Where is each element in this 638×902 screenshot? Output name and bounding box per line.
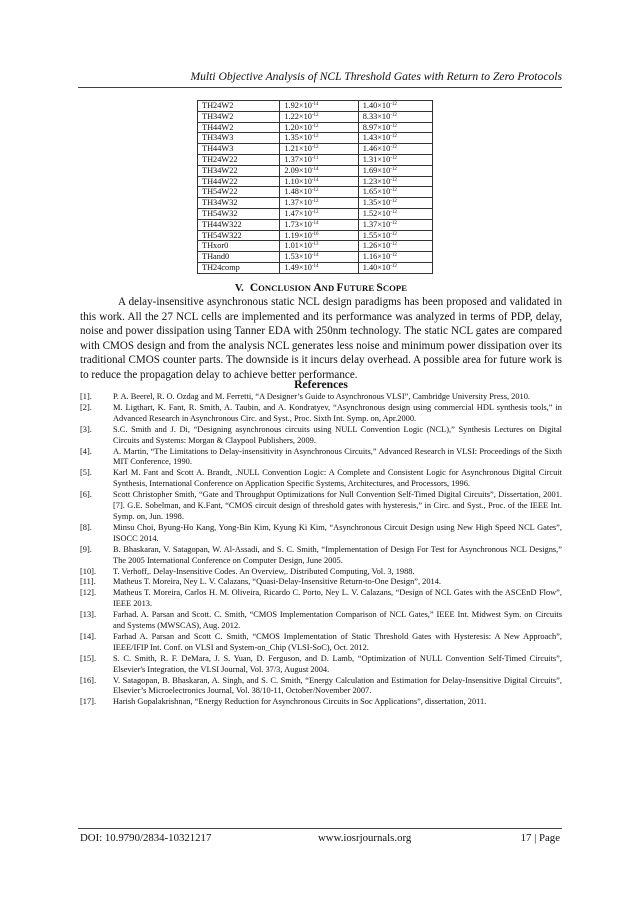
results-table-body <box>198 101 433 274</box>
reference-number: [8]. <box>80 522 92 532</box>
value-mantissa: 1.01×10 <box>284 241 312 251</box>
value-exponent: -13 <box>311 242 319 248</box>
gate-name-cell: TH44W2 <box>198 122 280 133</box>
value-cell-1 <box>280 133 358 144</box>
value-mantissa: 1.16×10 <box>362 252 391 262</box>
value-exponent: -12 <box>390 112 397 118</box>
value-cell-2 <box>358 176 432 187</box>
reference-number: [17]. <box>80 697 97 707</box>
value-cell-1 <box>280 165 358 176</box>
reference-text: V. Satagopan, B. Bhaskaran, A. Singh, and S. C. Smith, “Energy Calculation and Estimation for Delay-Insensitive Digital Circuits”, Elsevier’s Microelectronics Journal, Vol. 38/10-11, October/November 2007. <box>113 675 562 696</box>
value-mantissa: 1.31×10 <box>362 154 391 164</box>
value-mantissa: 1.40×10 <box>362 101 391 110</box>
value-cell-2 <box>358 241 432 252</box>
reference-number: [16]. <box>80 675 97 685</box>
value-exponent: -12 <box>390 134 397 140</box>
value-cell-1 <box>280 241 358 252</box>
value-mantissa: 1.37×10 <box>284 154 312 164</box>
value-exponent: -14 <box>311 177 319 183</box>
reference-item <box>80 523 562 545</box>
value-cell-2 <box>358 219 432 230</box>
gate-name-cell: TH44W22 <box>198 176 280 187</box>
value-mantissa: 1.48×10 <box>284 187 312 197</box>
value-exponent: -12 <box>390 209 397 215</box>
references-list <box>80 392 562 708</box>
reference-number: [14]. <box>80 631 97 641</box>
reference-number: [15]. <box>80 653 97 663</box>
value-mantissa: 1.21×10 <box>284 144 312 154</box>
value-cell-1 <box>280 262 358 273</box>
value-cell-1 <box>280 252 358 263</box>
reference-text: Farhad A. Parsan and Scott C. Smith, “CMOS Implementation of Static Threshold Gates with Hysteresis: A New Approach”, IEEE/IFIP Int. Conf. on VLSI and System-on_Chip (VLSI-SoC), Oct. 2012. <box>113 631 562 652</box>
gate-name-cell: TH54W32 <box>198 208 280 219</box>
table-row <box>198 187 433 198</box>
section-title-part: ND <box>321 283 337 293</box>
section-heading <box>80 282 562 294</box>
gate-name-cell: TH34W22 <box>198 165 280 176</box>
value-exponent: -12 <box>390 253 397 259</box>
value-mantissa: 1.20×10 <box>284 122 312 132</box>
reference-item <box>80 676 562 698</box>
reference-item <box>80 545 562 567</box>
reference-number: [3]. <box>80 424 92 434</box>
gate-name-cell: THxor0 <box>198 241 280 252</box>
value-cell-2 <box>358 252 432 263</box>
section-title-part: S <box>376 282 383 294</box>
value-cell-2 <box>358 111 432 122</box>
value-mantissa: 1.22×10 <box>284 111 312 121</box>
reference-item <box>80 610 562 632</box>
table-row <box>198 101 433 112</box>
value-exponent: -12 <box>390 263 397 269</box>
reference-item <box>80 425 562 447</box>
reference-text: Matheus T. Moreira, Carlos H. M. Oliveira, Ricardo C. Porto, Ney L. V. Calazans, “Design of NCL Gates with the ASCEnD Flow”, IEEE 2013. <box>113 588 562 609</box>
value-mantissa: 8.33×10 <box>362 111 391 121</box>
section-title-part: F <box>336 282 344 294</box>
gate-name-cell: TH34W3 <box>198 133 280 144</box>
conclusion-paragraph: A delay-insensitive asynchronous static NCL design paradigms has been proposed and validated in this work. All the 27 NCL cells are implemented and its performance was analyzed in terms of PDP, delay, noise and power dissipation using Tanner EDA with 250nm technology. The static NCL gates are compared with CMOS design and from the analysis NCL generates less noise and minimum power dissipation over its traditional CMOS counter parts. The downside is it incurs delay overhead. A possible area for future work is to reduce the propagation delay to achieve better performance. <box>80 296 562 381</box>
reference-text: Farhad. A. Parsan and Scott. C. Smith, “CMOS Implementation Comparison of NCL Gates,” IEEE Int. Midwest Sym. on Circuits and Systems (MWSCAS), Aug. 2012. <box>113 610 562 631</box>
value-exponent: -11 <box>311 155 319 161</box>
reference-text: Minsu Choi, Byung-Ho Kang, Yong-Bin Kim, Kyung Ki Kim, “Asynchronous Circuit Design using New High Speed NCL Gates”, ISOCC 2014. <box>113 522 562 543</box>
reference-number: [11]. <box>80 577 96 587</box>
reference-text: T. Verhoff,. Delay-Insensitive Codes. An Overview,. Distributed Computing, Vol. 3, 1988. <box>113 566 415 576</box>
reference-text: Scott Christopher Smith, “Gate and Throughput Optimizations for Null Convention Self-Timed Digital Circuits”, Dissertation, 2001. [7]. G.E. Sobelman, and K.Fant, “CMOS circuit design of threshold gates with hysteresis,” in Circ. and Syst., Proc. of the IEEE Int. Symp. on, Jun. 1998. <box>113 490 562 521</box>
header-divider <box>78 87 562 88</box>
table-row <box>198 122 433 133</box>
value-cell-2 <box>358 101 432 112</box>
gate-name-cell: TH54W322 <box>198 230 280 241</box>
table-row <box>198 241 433 252</box>
value-mantissa: 1.92×10 <box>284 101 312 110</box>
value-cell-2 <box>358 133 432 144</box>
value-exponent: -12 <box>390 177 397 183</box>
gate-name-cell: TH44W322 <box>198 219 280 230</box>
reference-text: S. C. Smith, R. F. DeMara, J. S. Yuan, D. Ferguson, and D. Lamb, “Optimization of NULL Convention Self-Timed Circuits”, Elsevier's Integration, the VLSI Journal, Vol. 37/3, August 2004. <box>113 653 562 674</box>
table-row <box>198 144 433 155</box>
value-exponent: -14 <box>311 263 319 269</box>
value-cell-1 <box>280 219 358 230</box>
value-exponent: -12 <box>311 199 319 205</box>
table-row <box>198 208 433 219</box>
value-cell-1 <box>280 198 358 209</box>
value-mantissa: 8.97×10 <box>362 122 391 132</box>
reference-text: S.C. Smith and J. Di, “Designing asynchronous circuits using NULL Convention Logic (NCL),” Synthesis Lectures on Digital Circuits and Systems: Morgan & Claypool Publishers, 2009. <box>113 424 562 445</box>
reference-item <box>80 697 562 708</box>
value-exponent: -16 <box>311 231 319 237</box>
gate-name-cell: TH34W32 <box>198 198 280 209</box>
value-exponent: -12 <box>390 155 397 161</box>
gate-name-cell: TH24W2 <box>198 101 280 112</box>
references-heading: References <box>294 378 348 391</box>
table-row <box>198 230 433 241</box>
reference-number: [13]. <box>80 610 97 620</box>
value-exponent: -14 <box>311 253 319 259</box>
value-cell-1 <box>280 187 358 198</box>
value-cell-2 <box>358 187 432 198</box>
table-row <box>198 133 433 144</box>
value-mantissa: 1.46×10 <box>362 144 391 154</box>
value-exponent: -12 <box>390 220 397 226</box>
reference-number: [4]. <box>80 446 92 456</box>
value-exponent: -14 <box>311 220 319 226</box>
gate-name-cell: TH44W3 <box>198 144 280 155</box>
reference-number: [6]. <box>80 490 92 500</box>
footer-divider <box>78 828 562 829</box>
reference-item <box>80 403 562 425</box>
value-exponent: -14 <box>311 102 319 107</box>
value-mantissa: 1.55×10 <box>362 230 391 240</box>
value-cell-1 <box>280 101 358 112</box>
section-title-part: ONCLUSION <box>258 283 314 293</box>
reference-number: [2]. <box>80 402 92 412</box>
reference-text: Harish Gopalakrishnan, “Energy Reduction for Asynchronous Circuits in Soc Applications”, dissertation, 2011. <box>113 697 487 707</box>
value-exponent: -12 <box>390 145 397 151</box>
value-mantissa: 1.37×10 <box>284 198 312 208</box>
value-mantissa: 1.37×10 <box>362 219 391 229</box>
value-cell-1 <box>280 122 358 133</box>
value-mantissa: 1.19×10 <box>284 230 312 240</box>
gate-name-cell: TH54W22 <box>198 187 280 198</box>
gate-name-cell: TH24comp <box>198 262 280 273</box>
value-cell-1 <box>280 144 358 155</box>
gate-name-cell: TH24W22 <box>198 154 280 165</box>
value-cell-1 <box>280 208 358 219</box>
reference-item <box>80 567 562 578</box>
reference-number: [1]. <box>80 392 92 401</box>
value-exponent: -12 <box>311 188 319 194</box>
value-exponent: -12 <box>311 112 319 118</box>
table-row <box>198 219 433 230</box>
table-row <box>198 111 433 122</box>
value-exponent: -12 <box>390 102 397 107</box>
value-mantissa: 1.40×10 <box>362 262 391 272</box>
value-mantissa: 1.43×10 <box>362 133 391 143</box>
value-mantissa: 1.35×10 <box>362 198 391 208</box>
value-cell-2 <box>358 198 432 209</box>
table-row <box>198 176 433 187</box>
section-number: V. <box>234 283 244 294</box>
value-mantissa: 1.49×10 <box>284 262 312 272</box>
value-cell-1 <box>280 111 358 122</box>
value-cell-1 <box>280 230 358 241</box>
value-mantissa: 1.53×10 <box>284 252 312 262</box>
value-exponent: -12 <box>390 166 397 172</box>
table-row <box>198 165 433 176</box>
table-row <box>198 252 433 263</box>
reference-number: [9]. <box>80 544 92 554</box>
value-mantissa: 1.47×10 <box>284 208 312 218</box>
reference-item <box>80 447 562 469</box>
footer-page: 17 | Page <box>520 832 560 844</box>
reference-item <box>80 588 562 610</box>
value-exponent: -14 <box>311 166 319 172</box>
section-title-part: C <box>249 282 259 294</box>
value-exponent: -12 <box>390 242 397 248</box>
gate-name-cell: TH34W2 <box>198 111 280 122</box>
value-mantissa: 1.65×10 <box>362 187 391 197</box>
value-mantissa: 1.26×10 <box>362 241 391 251</box>
value-cell-2 <box>358 165 432 176</box>
value-exponent: -12 <box>390 231 397 237</box>
value-cell-1 <box>280 176 358 187</box>
section-title-part: UTURE <box>343 283 377 293</box>
value-cell-1 <box>280 154 358 165</box>
value-exponent: -12 <box>390 123 397 129</box>
value-cell-2 <box>358 230 432 241</box>
value-mantissa: 1.52×10 <box>362 208 391 218</box>
reference-item <box>80 632 562 654</box>
value-exponent: -12 <box>311 134 319 140</box>
value-mantissa: 1.73×10 <box>284 219 312 229</box>
section-title-part: A <box>313 282 322 294</box>
table-row <box>198 154 433 165</box>
value-exponent: -12 <box>311 209 319 215</box>
value-cell-2 <box>358 208 432 219</box>
results-table <box>197 100 433 274</box>
reference-item <box>80 392 562 403</box>
reference-text: B. Bhaskaran, V. Satagopan, W. Al-Assadi, and S. C. Smith, “Implementation of Design For Test for Asynchronous NCL Designs,” The 2005 International Conference on Computer Design, June 2005. <box>113 544 562 565</box>
value-exponent: -12 <box>390 199 397 205</box>
value-mantissa: 1.10×10 <box>284 176 312 186</box>
value-mantissa: 1.23×10 <box>362 176 391 186</box>
value-mantissa: 2.09×10 <box>284 165 312 175</box>
value-exponent: -12 <box>311 145 319 151</box>
value-cell-2 <box>358 154 432 165</box>
value-mantissa: 1.35×10 <box>284 133 312 143</box>
footer-site: www.iosrjournals.org <box>318 832 412 844</box>
gate-name-cell: THand0 <box>198 252 280 263</box>
reference-text: Matheus T. Moreira, Ney L. V. Calazans, “Quasi-Delay-Insensitive Return-to-One Design”, 2014. <box>113 577 442 587</box>
value-mantissa: 1.69×10 <box>362 165 391 175</box>
reference-text: P. A. Beerel, R. O. Ozdag and M. Ferretti, “A Designer’s Guide to Asynchronous VLSI”, Cambridge University Press, 2010. <box>113 392 530 401</box>
reference-text: Karl M. Fant and Scott A. Brandt, .NULL Convention Logic: A Complete and Consistent Logic for Asynchronous Digital Circuit Synthesis, International Conference on Application Specific Systems, Architectures, and Processors, 1996. <box>113 468 562 489</box>
reference-text: A. Martin, “The Limitations to Delay-insensitivity in Asynchronous Circuits,” Advanced Research in VLSI: Proceedings of the Sixth MIT Conference, 1990. <box>113 446 562 467</box>
table-row <box>198 198 433 209</box>
reference-number: [5]. <box>80 468 92 478</box>
value-cell-2 <box>358 262 432 273</box>
reference-item <box>80 654 562 676</box>
reference-item <box>80 490 562 523</box>
table-row <box>198 262 433 273</box>
section-title-part: COPE <box>382 283 408 293</box>
value-exponent: -12 <box>311 123 319 129</box>
footer-doi: DOI: 10.9790/2834-10321217 <box>80 832 212 844</box>
reference-number: [12]. <box>80 588 97 598</box>
reference-item <box>80 577 562 588</box>
value-exponent: -12 <box>390 188 397 194</box>
value-cell-2 <box>358 144 432 155</box>
value-cell-2 <box>358 122 432 133</box>
reference-item <box>80 468 562 490</box>
reference-number: [10]. <box>80 566 97 576</box>
reference-text: M. Ligthart, K. Fant, R. Smith, A. Taubin, and A. Kondratyev, “Asynchronous design using commercial HDL synthesis tools,” in Advanced Research in Asynchronous Circ. and Syst., Proc. Sixth Int. Symp. on, Apr.2000. <box>113 402 562 423</box>
running-header: Multi Objective Analysis of NCL Threshold Gates with Return to Zero Protocols <box>190 70 562 83</box>
